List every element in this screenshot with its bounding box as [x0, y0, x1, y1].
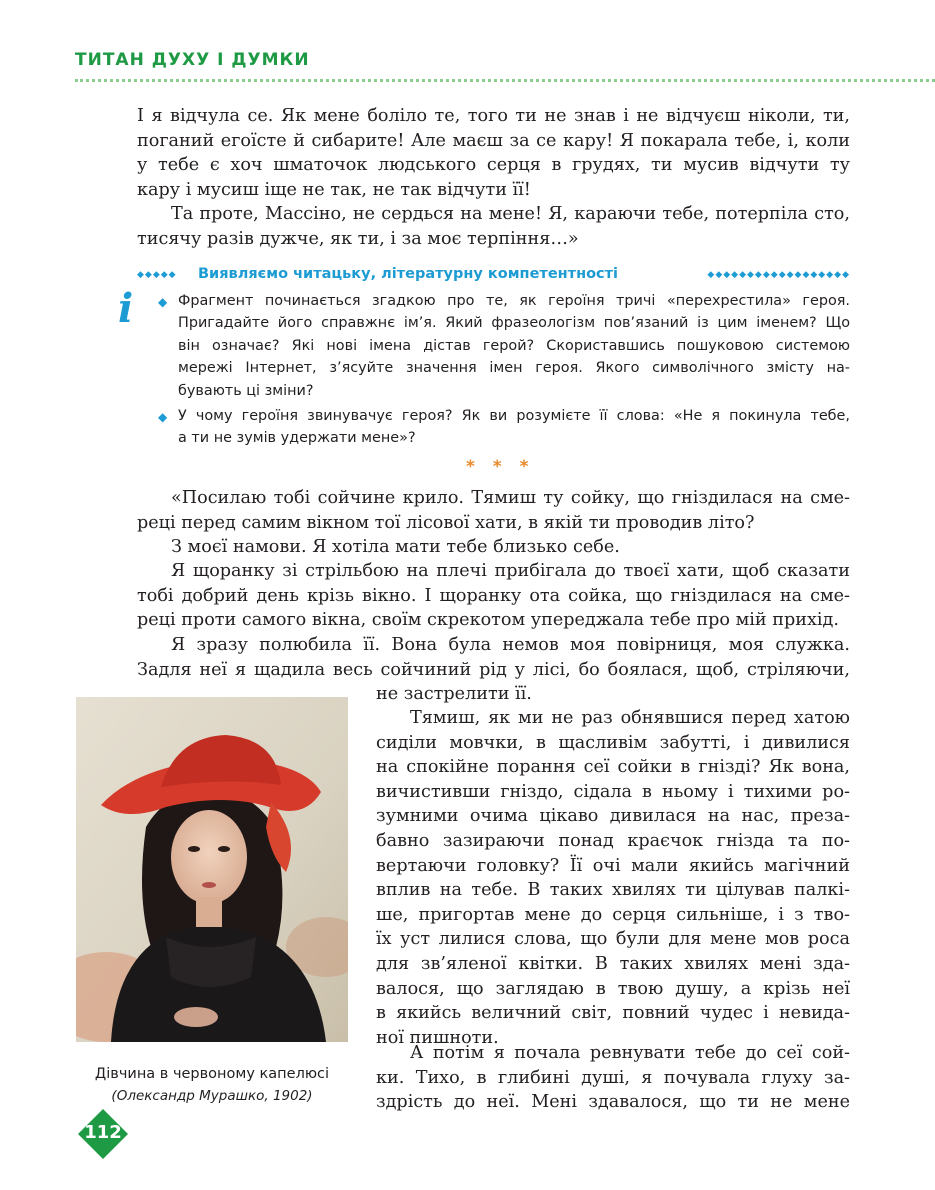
- text-line: І я відчула се. Як мене боліло те, того ти не знав і не відчуєш ніколи, ти,: [137, 106, 850, 126]
- figure-caption-title: Дівчина в червоному капелюсі: [94, 1066, 330, 1082]
- text-line: мережі Інтернет, з’ясуйте значення імен героя. Якого символічного змісту на-: [178, 360, 850, 377]
- task-heading-text: Виявляємо читацьку, літературну компетентності: [198, 266, 619, 282]
- task-heading: [137, 266, 850, 286]
- text-line: У чому героїня звинувачує героя? Як ви розумієте її слова: «Не я покинула тебе,: [178, 408, 850, 424]
- text-line: кару і мусиш іще не так, не так відчути її!: [137, 179, 531, 200]
- text-line: ше, пригортав мене до серця сильніше, і з тво-: [376, 904, 850, 925]
- text-line: вичистивши гніздо, сідала в ньому і тихими ро-: [376, 781, 850, 802]
- diamond-dots-right: ◆◆◆◆◆◆◆◆◆◆◆◆◆◆◆◆◆◆: [707, 270, 850, 280]
- text-line: бувають ці зміни?: [178, 382, 314, 399]
- paragraph-main-3: [137, 559, 850, 633]
- paragraph-main-4: [137, 633, 850, 707]
- text-line: Тямиш, як ми не раз обнявшися перед хатою: [410, 708, 850, 728]
- text-line: сиділи мовчки, в щасливім забутті, і дивилися: [376, 732, 850, 753]
- paragraph-main-6: [376, 1041, 850, 1115]
- text-line: поганий егоїсте й сибарите! Але маєш за се кару! Я покарала тебе, і, коли: [137, 130, 850, 151]
- page-number: 112: [84, 1122, 122, 1143]
- text-line: А потім я почала ревнувати тебе до сеї сой-: [410, 1043, 850, 1063]
- paragraph-top-1: [137, 104, 850, 202]
- section-header-title: ТИТАН ДУХУ І ДУМКИ: [75, 50, 310, 70]
- task-item-2: [158, 405, 850, 450]
- text-line: З моєї намови. Я хотіла мати тебе близько себе.: [171, 537, 620, 557]
- text-line: а ти не зумів удержати мене»?: [178, 430, 416, 447]
- section-separator-stars: * * *: [466, 457, 535, 477]
- text-line: він означає? Які нові імена дістав герой? Скориставшись пошуковою системою: [178, 337, 850, 354]
- text-line: зумними очима цікаво дивилася на нас, преза-: [376, 806, 850, 827]
- text-line: в якийсь величний світ, повний чудес і невида-: [376, 1003, 850, 1024]
- text-line: реці проти самого вікна, своїм скрекотом упереджала тебе про мій прихід.: [137, 610, 839, 631]
- diamond-bullet-icon: ◆: [158, 295, 168, 309]
- figure-caption-credit: (Олександр Мурашко, 1902): [111, 1088, 313, 1104]
- text-line: вплив на тебе. В таких хвилях ти цілував палкі-: [376, 880, 850, 901]
- task-item-1: [158, 290, 850, 402]
- text-line: Я щоранку зі стрільбою на плечі прибігала до твоєї хати, щоб сказати: [171, 561, 850, 581]
- paragraph-top-2: [137, 202, 850, 251]
- text-line: у тебе є хоч шматочок людського серця в грудях, ти мусив відчути ту: [137, 155, 850, 176]
- painting-girl-in-red-hat: [76, 697, 348, 1042]
- text-line: ної пишноти.: [376, 1027, 499, 1048]
- paragraph-main-5: [376, 706, 850, 1050]
- text-line: Фрагмент починається згадкою про те, як героїня тричі «перехрестила» героя.: [178, 293, 850, 309]
- text-line: їх уст лилися слова, що були для мене мов роса: [376, 929, 850, 950]
- text-line: «Посилаю тобі сойчине крило. Тямиш ту сойку, що гніздилася на сме-: [171, 488, 850, 508]
- info-i-icon: i: [118, 285, 134, 332]
- diamond-dots-left: ◆◆◆◆◆: [137, 270, 177, 280]
- text-line: не застрелити її.: [376, 684, 532, 705]
- text-line: тисячу разів дужче, як ти, і за моє терпіння…»: [137, 228, 579, 249]
- text-line: Я зразу полюбила її. Вона була немов моя повірниця, моя служка.: [171, 635, 850, 655]
- text-line: на спокійне порання сеї сойки в гнізді? Як вона,: [376, 757, 850, 778]
- text-line: ки. Тихо, в глибині душі, я почувала глуху за-: [376, 1067, 850, 1088]
- text-line: тобі добрий день крізь вікно. І щоранку ота сойка, що гніздилася на сме-: [137, 585, 850, 606]
- text-line: Та проте, Массіно, не сердься на мене! Я, караючи тебе, потерпіла сто,: [171, 204, 850, 224]
- text-line: здрість до неї. Мені здавалося, що ти не мене: [376, 1092, 850, 1113]
- paragraph-main-1: [137, 486, 850, 535]
- figure-caption: [76, 1063, 348, 1107]
- text-line: Пригадайте його справжнє ім’я. Який фразеологізм пов’язаний із цим іменем? Що: [178, 315, 850, 332]
- header-dotted-rule: [75, 79, 935, 82]
- text-line: для зв’яленої квітки. В таких хвилях мені зда-: [376, 953, 850, 974]
- text-line: Задля неї я щадила весь сойчиний рід у лісі, бо боялася, щоб, стріляючи,: [137, 659, 850, 680]
- text-line: вертаючи головку? Її очі мали якийсь магічний: [376, 855, 850, 876]
- diamond-bullet-icon: ◆: [158, 410, 168, 424]
- paragraph-main-2: [137, 535, 850, 560]
- text-line: валося, що заглядаю в твою душу, а крізь неї: [376, 978, 850, 999]
- painting-illustration: [76, 697, 348, 1042]
- text-line: бавно зазираючи понад краєчок гнізда та по-: [376, 830, 850, 851]
- text-line: реці перед самим вікном тої лісової хати, в якій ти проводив літо?: [137, 512, 755, 533]
